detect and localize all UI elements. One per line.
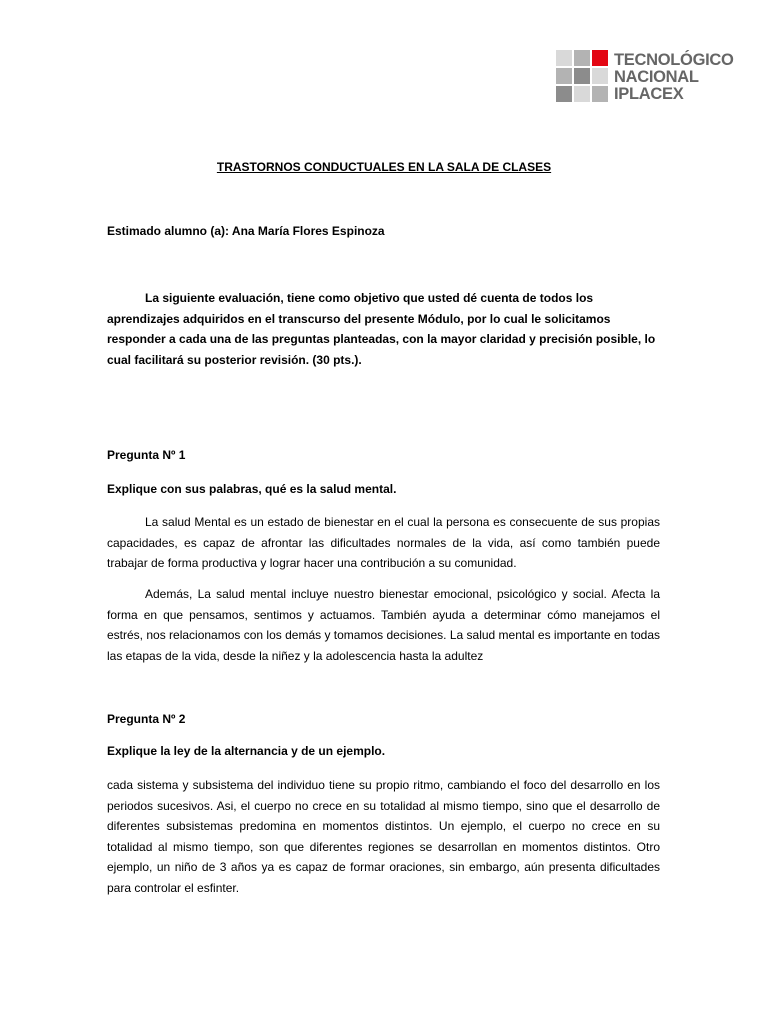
- iplacex-logo: [556, 50, 756, 106]
- logo-line-2: NACIONAL: [614, 68, 699, 86]
- document-title: TRASTORNOS CONDUCTUALES EN LA SALA DE CLASES: [216, 160, 552, 174]
- logo-line-3: IPLACEX: [614, 85, 684, 103]
- intro-paragraph: La siguiente evaluación, tiene como objetivo que usted dé cuenta de todos los aprendizajes adquiridos en el transcurso del presente Módulo, por lo cual le solicitamos responder a cada una de las preguntas planteadas, con la mayor claridad y precisión posible, lo cual facilitará su posterior revisión. (30 pts.).: [107, 291, 656, 367]
- question-1-answer-paragraph-2: Además, La salud mental incluye nuestro bienestar emocional, psicológico y social. Afecta la forma en que pensamos, sentimos y actuamos. También ayuda a determinar cómo manejamos el estrés, nos relacionamos con los demás y tomamos decisiones. La salud mental es importante en todas las etapas de la vida, desde la niñez y la adolescencia hasta la adultez: [107, 587, 660, 663]
- question-2-label: Pregunta Nº 2: [107, 712, 186, 726]
- question-2-answer: cada sistema y subsistema del individuo tiene su propio ritmo, cambiando el foco del desarrollo en los periodos sucesivos. Asi, el cuerpo no crece en su totalidad al mismo tiempo, sino que el desarrollo de diferentes subsistemas predomina en momentos distintos. Un ejemplo, el cuerpo no crece en su totalidad al mismo tiempo, son que diferentes regiones se desarrollan en momentos distintos. Otro ejemplo, un niño de 3 años ya es capaz de formar oraciones, sin embargo, aún presenta dificultades para controlar el esfinter.: [107, 778, 660, 895]
- logo-mark-icon: [556, 50, 608, 102]
- greeting: Estimado alumno (a): Ana María Flores Espinoza: [107, 224, 385, 238]
- question-1-label: Pregunta Nº 1: [107, 448, 186, 462]
- question-2-text: Explique la ley de la alternancia y de un ejemplo.: [107, 744, 386, 758]
- logo-line-1: TECNOLÓGICO: [614, 51, 734, 69]
- logo-wordmark: [614, 52, 734, 103]
- question-1-text: Explique con sus palabras, qué es la salud mental.: [107, 482, 397, 496]
- question-1-answer-paragraph-1: La salud Mental es un estado de bienestar en el cual la persona es consecuente de sus propias capacidades, es capaz de afrontar las dificultades normales de la vida, así como también puede trabajar de forma productiva y lograr hacer una contribución a su comunidad.: [107, 515, 660, 570]
